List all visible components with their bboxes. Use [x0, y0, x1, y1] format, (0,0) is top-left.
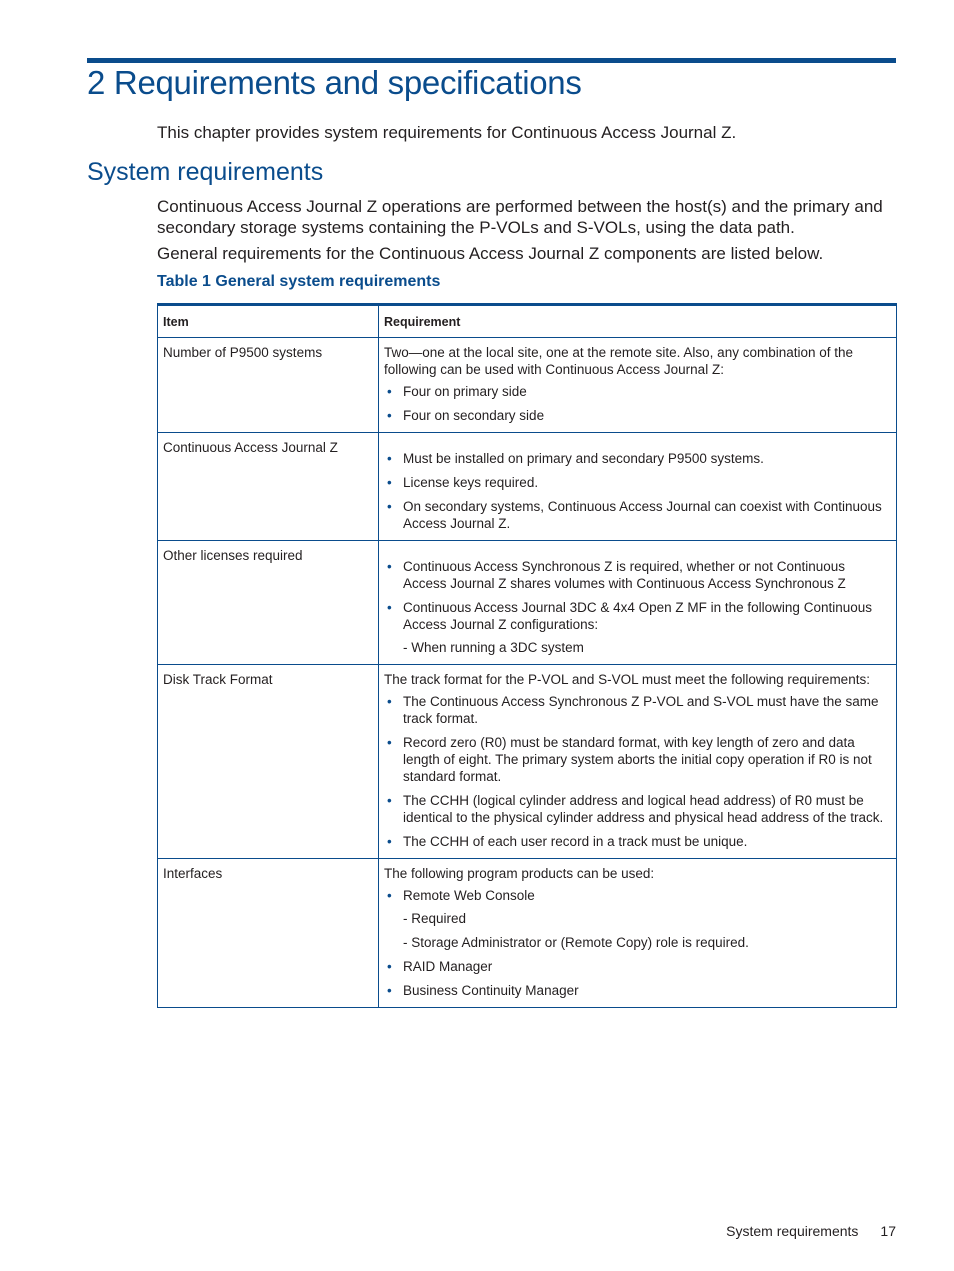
footer-section: System requirements	[726, 1223, 859, 1239]
bullet-list	[384, 383, 890, 424]
chapter-intro: This chapter provides system requirements for Continuous Access Journal Z.	[157, 123, 737, 142]
table-row	[158, 433, 897, 541]
list-item-text: Continuous Access Journal 3DC & 4x4 Open Z MF in the following Continuous Access Journal Z configurations:	[403, 600, 872, 632]
page-number: 17	[880, 1223, 896, 1239]
list-item: • RAID Manager	[403, 958, 890, 975]
table-header-row	[158, 305, 897, 338]
header-item: Item	[158, 305, 379, 338]
table-row	[158, 665, 897, 859]
header-requirement: Requirement	[379, 305, 897, 338]
list-item	[403, 887, 890, 951]
top-rule	[87, 58, 896, 63]
requirement-text: The following program products can be used:	[384, 866, 655, 881]
requirement-cell	[379, 859, 897, 1008]
requirement-cell	[379, 338, 897, 433]
list-item: • Four on secondary side	[403, 407, 890, 424]
list-item-text: Remote Web Console	[403, 888, 535, 903]
item-cell: Other licenses required	[158, 541, 379, 665]
requirement-text: Two—one at the local site, one at the remote site. Also, any combination of the following can be used with Continuous Access Journal Z:	[384, 345, 854, 377]
list-item: • The CCHH of each user record in a track must be unique.	[403, 833, 890, 850]
item-cell: Disk Track Format	[158, 665, 379, 859]
list-item: • Continuous Access Synchronous Z is required, whether or not Continuous Access Journal Z shares volumes with Continuous Access Synchronous Z	[403, 558, 890, 592]
sub-item: - When running a 3DC system	[403, 640, 584, 655]
list-item: • Record zero (R0) must be standard format, with key length of zero and data length of eight. The primary system aborts the initial copy operation if R0 is not standard format.	[403, 734, 890, 785]
table-row	[158, 541, 897, 665]
sub-item: - Storage Administrator or (Remote Copy) role is required.	[403, 935, 749, 950]
table-caption: Table 1 General system requirements	[157, 273, 441, 290]
item-cell: Interfaces	[158, 859, 379, 1008]
list-item: • Four on primary side	[403, 383, 890, 400]
section-paragraph: General requirements for the Continuous Access Journal Z components are listed below.	[157, 244, 824, 263]
table-row	[158, 338, 897, 433]
list-item: • The CCHH (logical cylinder address and logical head address) of R0 must be identical to the physical cylinder address and physical head address of the track.	[403, 792, 890, 826]
chapter-title: 2 Requirements and specifications	[87, 64, 582, 101]
requirements-table	[157, 303, 897, 1008]
bullet-list	[384, 693, 890, 850]
item-cell: Continuous Access Journal Z	[158, 433, 379, 541]
requirement-cell	[379, 541, 897, 665]
bullet-list	[384, 558, 890, 656]
sub-item: - Required	[403, 911, 467, 926]
item-cell: Number of P9500 systems	[158, 338, 379, 433]
table-row	[158, 859, 897, 1008]
requirement-text: The track format for the P-VOL and S-VOL must meet the following requirements:	[384, 672, 870, 687]
requirement-cell	[379, 665, 897, 859]
list-item: • On secondary systems, Continuous Access Journal can coexist with Continuous Access Journal Z.	[403, 498, 890, 532]
requirement-cell	[379, 433, 897, 541]
section-paragraph: Continuous Access Journal Z operations are performed between the host(s) and the primary and secondary storage systems containing the P-VOLs and S-VOLs, using the data path.	[157, 197, 883, 237]
list-item: • License keys required.	[403, 474, 890, 491]
list-item: • Must be installed on primary and secondary P9500 systems.	[403, 450, 890, 467]
bullet-list	[384, 450, 890, 532]
page-footer	[726, 1223, 896, 1239]
list-item	[403, 599, 890, 656]
section-title: System requirements	[87, 158, 324, 186]
bullet-list	[384, 887, 890, 999]
list-item: • The Continuous Access Synchronous Z P-VOL and S-VOL must have the same track format.	[403, 693, 890, 727]
list-item: • Business Continuity Manager	[403, 982, 890, 999]
